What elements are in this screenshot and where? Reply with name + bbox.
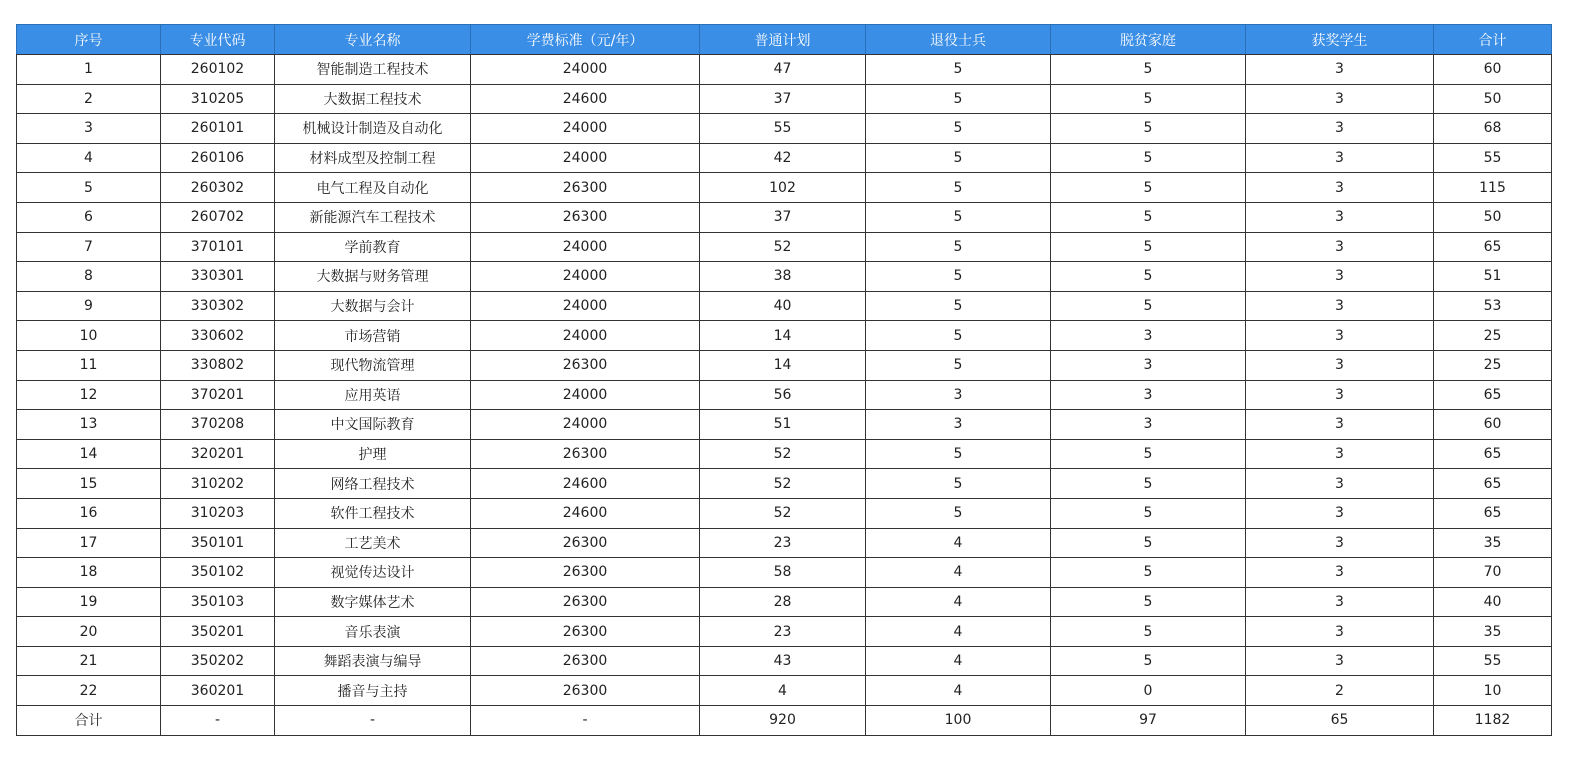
cell-col-total: 55 (1434, 646, 1552, 676)
cell-col-total: 40 (1434, 587, 1552, 617)
cell-col-veterans: 5 (866, 173, 1051, 203)
cell-col-award-students: 3 (1246, 291, 1434, 321)
cell-col-veterans: 5 (866, 350, 1051, 380)
cell-col-major-name: 视觉传达设计 (275, 558, 471, 588)
cell-col-poverty-alleviated: 3 (1051, 380, 1246, 410)
cell-col-award-students: 3 (1246, 173, 1434, 203)
cell-col-tuition: 24000 (471, 410, 700, 440)
total-col-veterans: 100 (866, 706, 1051, 736)
table-row (17, 143, 1552, 173)
cell-col-veterans: 5 (866, 469, 1051, 499)
cell-col-tuition: 24000 (471, 262, 700, 292)
total-col-poverty-alleviated: 97 (1051, 706, 1246, 736)
cell-col-general-plan: 102 (700, 173, 866, 203)
cell-col-index: 10 (17, 321, 161, 351)
cell-col-general-plan: 56 (700, 380, 866, 410)
table-row (17, 84, 1552, 114)
cell-col-tuition: 24600 (471, 498, 700, 528)
table-row (17, 291, 1552, 321)
table-row (17, 676, 1552, 706)
cell-col-poverty-alleviated: 5 (1051, 646, 1246, 676)
cell-col-veterans: 5 (866, 262, 1051, 292)
cell-col-tuition: 26300 (471, 558, 700, 588)
cell-col-total: 60 (1434, 55, 1552, 85)
cell-col-index: 4 (17, 143, 161, 173)
cell-col-major-name: 护理 (275, 439, 471, 469)
table-row (17, 173, 1552, 203)
cell-col-major-code: 350102 (161, 558, 275, 588)
cell-col-award-students: 2 (1246, 676, 1434, 706)
cell-col-general-plan: 4 (700, 676, 866, 706)
cell-col-total: 65 (1434, 232, 1552, 262)
cell-col-major-code: 260102 (161, 55, 275, 85)
cell-col-poverty-alleviated: 5 (1051, 84, 1246, 114)
header-col-index: 序号 (17, 25, 161, 55)
table-row (17, 321, 1552, 351)
cell-col-tuition: 24000 (471, 291, 700, 321)
cell-col-veterans: 5 (866, 143, 1051, 173)
cell-col-major-code: 350101 (161, 528, 275, 558)
cell-col-major-name: 材料成型及控制工程 (275, 143, 471, 173)
cell-col-total: 65 (1434, 469, 1552, 499)
table-row (17, 646, 1552, 676)
cell-col-award-students: 3 (1246, 380, 1434, 410)
cell-col-veterans: 5 (866, 291, 1051, 321)
cell-col-poverty-alleviated: 3 (1051, 350, 1246, 380)
cell-col-total: 115 (1434, 173, 1552, 203)
enrollment-plan-table-container (16, 24, 1551, 736)
cell-col-poverty-alleviated: 5 (1051, 232, 1246, 262)
cell-col-major-name: 大数据工程技术 (275, 84, 471, 114)
cell-col-poverty-alleviated: 5 (1051, 469, 1246, 499)
table-row (17, 202, 1552, 232)
cell-col-veterans: 4 (866, 528, 1051, 558)
cell-col-major-code: 370208 (161, 410, 275, 440)
header-col-major-code: 专业代码 (161, 25, 275, 55)
cell-col-major-code: 360201 (161, 676, 275, 706)
cell-col-award-students: 3 (1246, 84, 1434, 114)
cell-col-major-name: 电气工程及自动化 (275, 173, 471, 203)
cell-col-general-plan: 14 (700, 321, 866, 351)
cell-col-poverty-alleviated: 5 (1051, 498, 1246, 528)
cell-col-veterans: 5 (866, 202, 1051, 232)
cell-col-tuition: 26300 (471, 587, 700, 617)
cell-col-award-students: 3 (1246, 232, 1434, 262)
cell-col-general-plan: 37 (700, 202, 866, 232)
cell-col-award-students: 3 (1246, 350, 1434, 380)
cell-col-major-code: 320201 (161, 439, 275, 469)
table-row (17, 617, 1552, 647)
cell-col-tuition: 24000 (471, 321, 700, 351)
cell-col-total: 50 (1434, 202, 1552, 232)
table-total-row (17, 706, 1552, 736)
cell-col-poverty-alleviated: 5 (1051, 558, 1246, 588)
cell-col-major-name: 新能源汽车工程技术 (275, 202, 471, 232)
cell-col-major-name: 播音与主持 (275, 676, 471, 706)
cell-col-index: 12 (17, 380, 161, 410)
total-col-general-plan: 920 (700, 706, 866, 736)
cell-col-index: 21 (17, 646, 161, 676)
cell-col-major-name: 软件工程技术 (275, 498, 471, 528)
cell-col-total: 53 (1434, 291, 1552, 321)
cell-col-total: 35 (1434, 528, 1552, 558)
cell-col-major-code: 310203 (161, 498, 275, 528)
cell-col-poverty-alleviated: 5 (1051, 617, 1246, 647)
header-col-tuition: 学费标准（元/年） (471, 25, 700, 55)
cell-col-major-name: 数字媒体艺术 (275, 587, 471, 617)
cell-col-general-plan: 23 (700, 528, 866, 558)
cell-col-major-code: 260101 (161, 114, 275, 144)
cell-col-veterans: 5 (866, 232, 1051, 262)
cell-col-poverty-alleviated: 0 (1051, 676, 1246, 706)
cell-col-veterans: 4 (866, 587, 1051, 617)
cell-col-major-name: 智能制造工程技术 (275, 55, 471, 85)
header-col-poverty-alleviated: 脱贫家庭 (1051, 25, 1246, 55)
cell-col-major-code: 370201 (161, 380, 275, 410)
cell-col-major-code: 350201 (161, 617, 275, 647)
cell-col-veterans: 5 (866, 114, 1051, 144)
cell-col-general-plan: 14 (700, 350, 866, 380)
header-col-major-name: 专业名称 (275, 25, 471, 55)
cell-col-index: 6 (17, 202, 161, 232)
cell-col-index: 11 (17, 350, 161, 380)
cell-col-veterans: 4 (866, 646, 1051, 676)
cell-col-index: 2 (17, 84, 161, 114)
cell-col-major-code: 350202 (161, 646, 275, 676)
total-col-major-code: - (161, 706, 275, 736)
table-row (17, 262, 1552, 292)
table-row (17, 350, 1552, 380)
cell-col-general-plan: 58 (700, 558, 866, 588)
header-col-veterans: 退役士兵 (866, 25, 1051, 55)
cell-col-general-plan: 37 (700, 84, 866, 114)
cell-col-poverty-alleviated: 5 (1051, 528, 1246, 558)
cell-col-general-plan: 52 (700, 498, 866, 528)
cell-col-major-name: 大数据与财务管理 (275, 262, 471, 292)
cell-col-award-students: 3 (1246, 262, 1434, 292)
cell-col-award-students: 3 (1246, 498, 1434, 528)
cell-col-general-plan: 55 (700, 114, 866, 144)
cell-col-major-name: 应用英语 (275, 380, 471, 410)
cell-col-award-students: 3 (1246, 617, 1434, 647)
cell-col-award-students: 3 (1246, 410, 1434, 440)
cell-col-major-name: 大数据与会计 (275, 291, 471, 321)
cell-col-major-code: 310205 (161, 84, 275, 114)
cell-col-veterans: 5 (866, 84, 1051, 114)
cell-col-general-plan: 38 (700, 262, 866, 292)
cell-col-total: 70 (1434, 558, 1552, 588)
cell-col-veterans: 5 (866, 439, 1051, 469)
cell-col-award-students: 3 (1246, 439, 1434, 469)
table-row (17, 232, 1552, 262)
total-col-index: 合计 (17, 706, 161, 736)
cell-col-award-students: 3 (1246, 321, 1434, 351)
cell-col-general-plan: 42 (700, 143, 866, 173)
cell-col-major-name: 学前教育 (275, 232, 471, 262)
cell-col-tuition: 24000 (471, 114, 700, 144)
cell-col-index: 16 (17, 498, 161, 528)
cell-col-veterans: 5 (866, 55, 1051, 85)
cell-col-general-plan: 40 (700, 291, 866, 321)
cell-col-award-students: 3 (1246, 55, 1434, 85)
cell-col-total: 55 (1434, 143, 1552, 173)
cell-col-total: 60 (1434, 410, 1552, 440)
cell-col-index: 15 (17, 469, 161, 499)
cell-col-poverty-alleviated: 3 (1051, 410, 1246, 440)
cell-col-tuition: 24000 (471, 143, 700, 173)
cell-col-major-name: 中文国际教育 (275, 410, 471, 440)
cell-col-tuition: 24000 (471, 232, 700, 262)
cell-col-general-plan: 28 (700, 587, 866, 617)
cell-col-index: 1 (17, 55, 161, 85)
cell-col-total: 25 (1434, 321, 1552, 351)
cell-col-general-plan: 52 (700, 232, 866, 262)
cell-col-poverty-alleviated: 5 (1051, 439, 1246, 469)
header-col-total: 合计 (1434, 25, 1552, 55)
cell-col-award-students: 3 (1246, 528, 1434, 558)
table-row (17, 469, 1552, 499)
cell-col-award-students: 3 (1246, 469, 1434, 499)
table-row (17, 410, 1552, 440)
cell-col-major-code: 350103 (161, 587, 275, 617)
cell-col-tuition: 26300 (471, 439, 700, 469)
cell-col-index: 20 (17, 617, 161, 647)
cell-col-index: 18 (17, 558, 161, 588)
cell-col-award-students: 3 (1246, 587, 1434, 617)
cell-col-general-plan: 51 (700, 410, 866, 440)
cell-col-total: 65 (1434, 498, 1552, 528)
cell-col-major-code: 330602 (161, 321, 275, 351)
header-col-general-plan: 普通计划 (700, 25, 866, 55)
cell-col-award-students: 3 (1246, 646, 1434, 676)
cell-col-index: 3 (17, 114, 161, 144)
total-col-major-name: - (275, 706, 471, 736)
cell-col-poverty-alleviated: 3 (1051, 321, 1246, 351)
cell-col-total: 65 (1434, 439, 1552, 469)
table-row (17, 439, 1552, 469)
table-header-row (17, 25, 1552, 55)
cell-col-poverty-alleviated: 5 (1051, 587, 1246, 617)
cell-col-general-plan: 23 (700, 617, 866, 647)
cell-col-total: 51 (1434, 262, 1552, 292)
cell-col-general-plan: 52 (700, 469, 866, 499)
cell-col-major-code: 260302 (161, 173, 275, 203)
cell-col-index: 17 (17, 528, 161, 558)
cell-col-index: 8 (17, 262, 161, 292)
cell-col-poverty-alleviated: 5 (1051, 114, 1246, 144)
cell-col-tuition: 24600 (471, 84, 700, 114)
cell-col-total: 25 (1434, 350, 1552, 380)
cell-col-tuition: 26300 (471, 676, 700, 706)
cell-col-index: 13 (17, 410, 161, 440)
table-row (17, 380, 1552, 410)
cell-col-major-name: 机械设计制造及自动化 (275, 114, 471, 144)
cell-col-major-code: 330301 (161, 262, 275, 292)
cell-col-tuition: 24600 (471, 469, 700, 499)
cell-col-major-code: 260702 (161, 202, 275, 232)
cell-col-tuition: 24000 (471, 55, 700, 85)
cell-col-total: 10 (1434, 676, 1552, 706)
table-row (17, 114, 1552, 144)
table-row (17, 55, 1552, 85)
cell-col-index: 7 (17, 232, 161, 262)
table-row (17, 558, 1552, 588)
cell-col-tuition: 24000 (471, 380, 700, 410)
cell-col-major-code: 260106 (161, 143, 275, 173)
cell-col-award-students: 3 (1246, 558, 1434, 588)
cell-col-veterans: 5 (866, 321, 1051, 351)
cell-col-major-name: 舞蹈表演与编导 (275, 646, 471, 676)
cell-col-total: 68 (1434, 114, 1552, 144)
cell-col-index: 9 (17, 291, 161, 321)
cell-col-major-name: 现代物流管理 (275, 350, 471, 380)
cell-col-veterans: 4 (866, 558, 1051, 588)
cell-col-veterans: 3 (866, 410, 1051, 440)
cell-col-tuition: 26300 (471, 617, 700, 647)
cell-col-tuition: 26300 (471, 350, 700, 380)
table-row (17, 498, 1552, 528)
cell-col-poverty-alleviated: 5 (1051, 262, 1246, 292)
cell-col-tuition: 26300 (471, 646, 700, 676)
total-col-total: 1182 (1434, 706, 1552, 736)
table-body (17, 55, 1552, 736)
cell-col-tuition: 26300 (471, 528, 700, 558)
cell-col-major-code: 310202 (161, 469, 275, 499)
cell-col-major-name: 工艺美术 (275, 528, 471, 558)
cell-col-general-plan: 52 (700, 439, 866, 469)
cell-col-poverty-alleviated: 5 (1051, 291, 1246, 321)
header-col-award-students: 获奖学生 (1246, 25, 1434, 55)
cell-col-poverty-alleviated: 5 (1051, 202, 1246, 232)
cell-col-veterans: 4 (866, 617, 1051, 647)
cell-col-poverty-alleviated: 5 (1051, 143, 1246, 173)
cell-col-general-plan: 43 (700, 646, 866, 676)
enrollment-plan-table (16, 24, 1552, 736)
cell-col-poverty-alleviated: 5 (1051, 55, 1246, 85)
cell-col-index: 19 (17, 587, 161, 617)
cell-col-total: 50 (1434, 84, 1552, 114)
cell-col-veterans: 3 (866, 380, 1051, 410)
total-col-award-students: 65 (1246, 706, 1434, 736)
cell-col-poverty-alleviated: 5 (1051, 173, 1246, 203)
table-row (17, 528, 1552, 558)
cell-col-major-code: 370101 (161, 232, 275, 262)
cell-col-major-name: 网络工程技术 (275, 469, 471, 499)
total-col-tuition: - (471, 706, 700, 736)
cell-col-award-students: 3 (1246, 202, 1434, 232)
cell-col-major-code: 330302 (161, 291, 275, 321)
cell-col-veterans: 4 (866, 676, 1051, 706)
cell-col-tuition: 26300 (471, 202, 700, 232)
cell-col-index: 14 (17, 439, 161, 469)
cell-col-total: 65 (1434, 380, 1552, 410)
cell-col-major-name: 音乐表演 (275, 617, 471, 647)
cell-col-award-students: 3 (1246, 114, 1434, 144)
table-row (17, 587, 1552, 617)
cell-col-award-students: 3 (1246, 143, 1434, 173)
cell-col-major-code: 330802 (161, 350, 275, 380)
cell-col-general-plan: 47 (700, 55, 866, 85)
cell-col-major-name: 市场营销 (275, 321, 471, 351)
cell-col-total: 35 (1434, 617, 1552, 647)
cell-col-veterans: 5 (866, 498, 1051, 528)
cell-col-tuition: 26300 (471, 173, 700, 203)
cell-col-index: 22 (17, 676, 161, 706)
cell-col-index: 5 (17, 173, 161, 203)
